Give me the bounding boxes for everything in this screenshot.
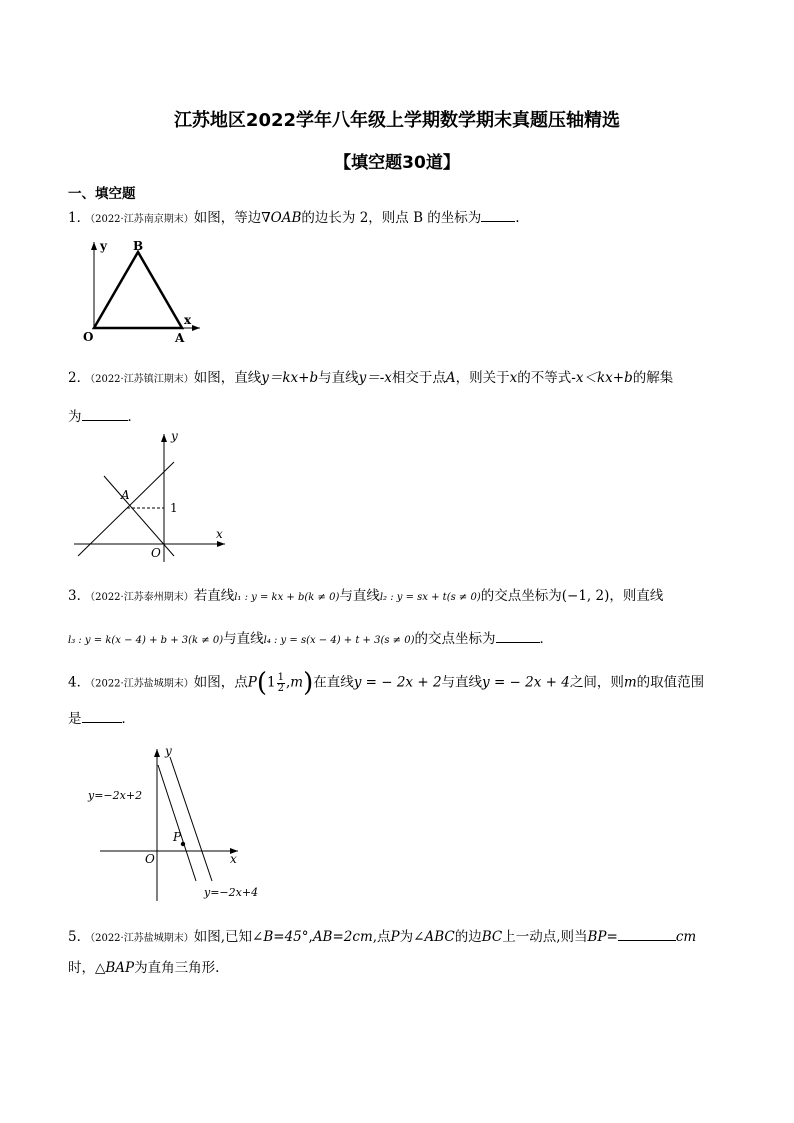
label-x: x	[216, 527, 223, 541]
label-a: A	[121, 488, 130, 502]
figure-equilateral-triangle	[72, 236, 212, 346]
label-o: O	[83, 330, 94, 344]
figure-two-lines	[70, 430, 235, 568]
page-title: 江苏地区2022学年八年级上学期数学期末真题压轴精选	[173, 110, 621, 131]
question-3: 3．（2022·江苏泰州期末）若直线l₁ : y = kx + b(k ≠ 0)与直线l₂ : y = sx + t(s ≠ 0)的交点坐标为(−1, 2)，则直线	[68, 588, 664, 604]
label-o: O	[151, 546, 161, 560]
triangle-oab	[94, 252, 182, 328]
question-number: 1．	[68, 210, 91, 226]
label-one: 1	[170, 501, 178, 515]
question-4-line-2: 是 ．	[68, 711, 135, 727]
line-y-neg2x-plus-4	[170, 757, 212, 881]
label-line-2: y=−2x+4	[204, 886, 259, 899]
y-axis-arrow	[154, 749, 160, 757]
section-heading: 一、填空题	[68, 186, 136, 202]
label-b: B	[133, 239, 144, 253]
answer-blank[interactable]	[82, 408, 128, 421]
line-y-neg2x-plus-2	[158, 765, 196, 881]
answer-blank[interactable]	[82, 710, 122, 723]
label-y: y	[100, 239, 107, 253]
label-o: O	[145, 852, 155, 866]
label-p: P	[173, 830, 182, 844]
answer-blank[interactable]	[496, 630, 540, 643]
question-1: 1．（2022·江苏南京期末）如图，等边∇OAB的边长为 2，则点 B 的坐标为 .	[68, 210, 520, 226]
answer-blank[interactable]	[618, 928, 676, 941]
fraction: $\frac{1}{2}$	[277, 671, 284, 694]
line-kx-plus-b	[78, 462, 174, 556]
label-y: y	[171, 430, 178, 443]
label-a: A	[175, 331, 185, 345]
x-axis-arrow	[217, 541, 225, 547]
answer-blank[interactable]	[481, 209, 515, 222]
label-x: x	[184, 313, 192, 327]
question-source: （2022·江苏南京期末）	[90, 214, 194, 225]
question-2-line-2: 为 ．	[68, 409, 141, 425]
y-axis-arrow	[91, 242, 97, 250]
question-2: 2．（2022·江苏镇江期末）如图，直线y＝kx+b与直线y＝-x相交于点A，则关于x的不等式-x＜kx+b的解集	[68, 370, 674, 386]
question-3-line-2: l₃ : y = k(x − 4) + b + 3(k ≠ 0)与直线l₄ : y = s(x − 4) + t + 3(s ≠ 0)的交点坐标为 ．	[68, 631, 554, 647]
y-axis-arrow	[161, 434, 167, 442]
figure-parallel-lines	[84, 745, 284, 905]
page-subtitle: 【填空题30道】	[334, 153, 460, 173]
point-p	[181, 842, 185, 846]
question-5: 5．（2022·江苏盐城期末）如图,已知∠B=45°,AB=2cm,点P为∠ABC的边BC上一动点,则当BP= cm	[68, 929, 697, 945]
label-x: x	[230, 852, 237, 866]
label-y: y	[165, 745, 172, 758]
label-line-1: y=−2x+2	[88, 789, 143, 802]
x-axis-arrow	[192, 325, 200, 331]
question-5-line-2: 时，△BAP为直角三角形.	[68, 960, 220, 976]
question-4: 4．（2022·江苏盐城期末）如图，点P(1 $\frac{1}{2}$ ,m)在直线y = − 2x + 2与直线y = − 2x + 4之间，则m的取值范围	[68, 668, 705, 698]
